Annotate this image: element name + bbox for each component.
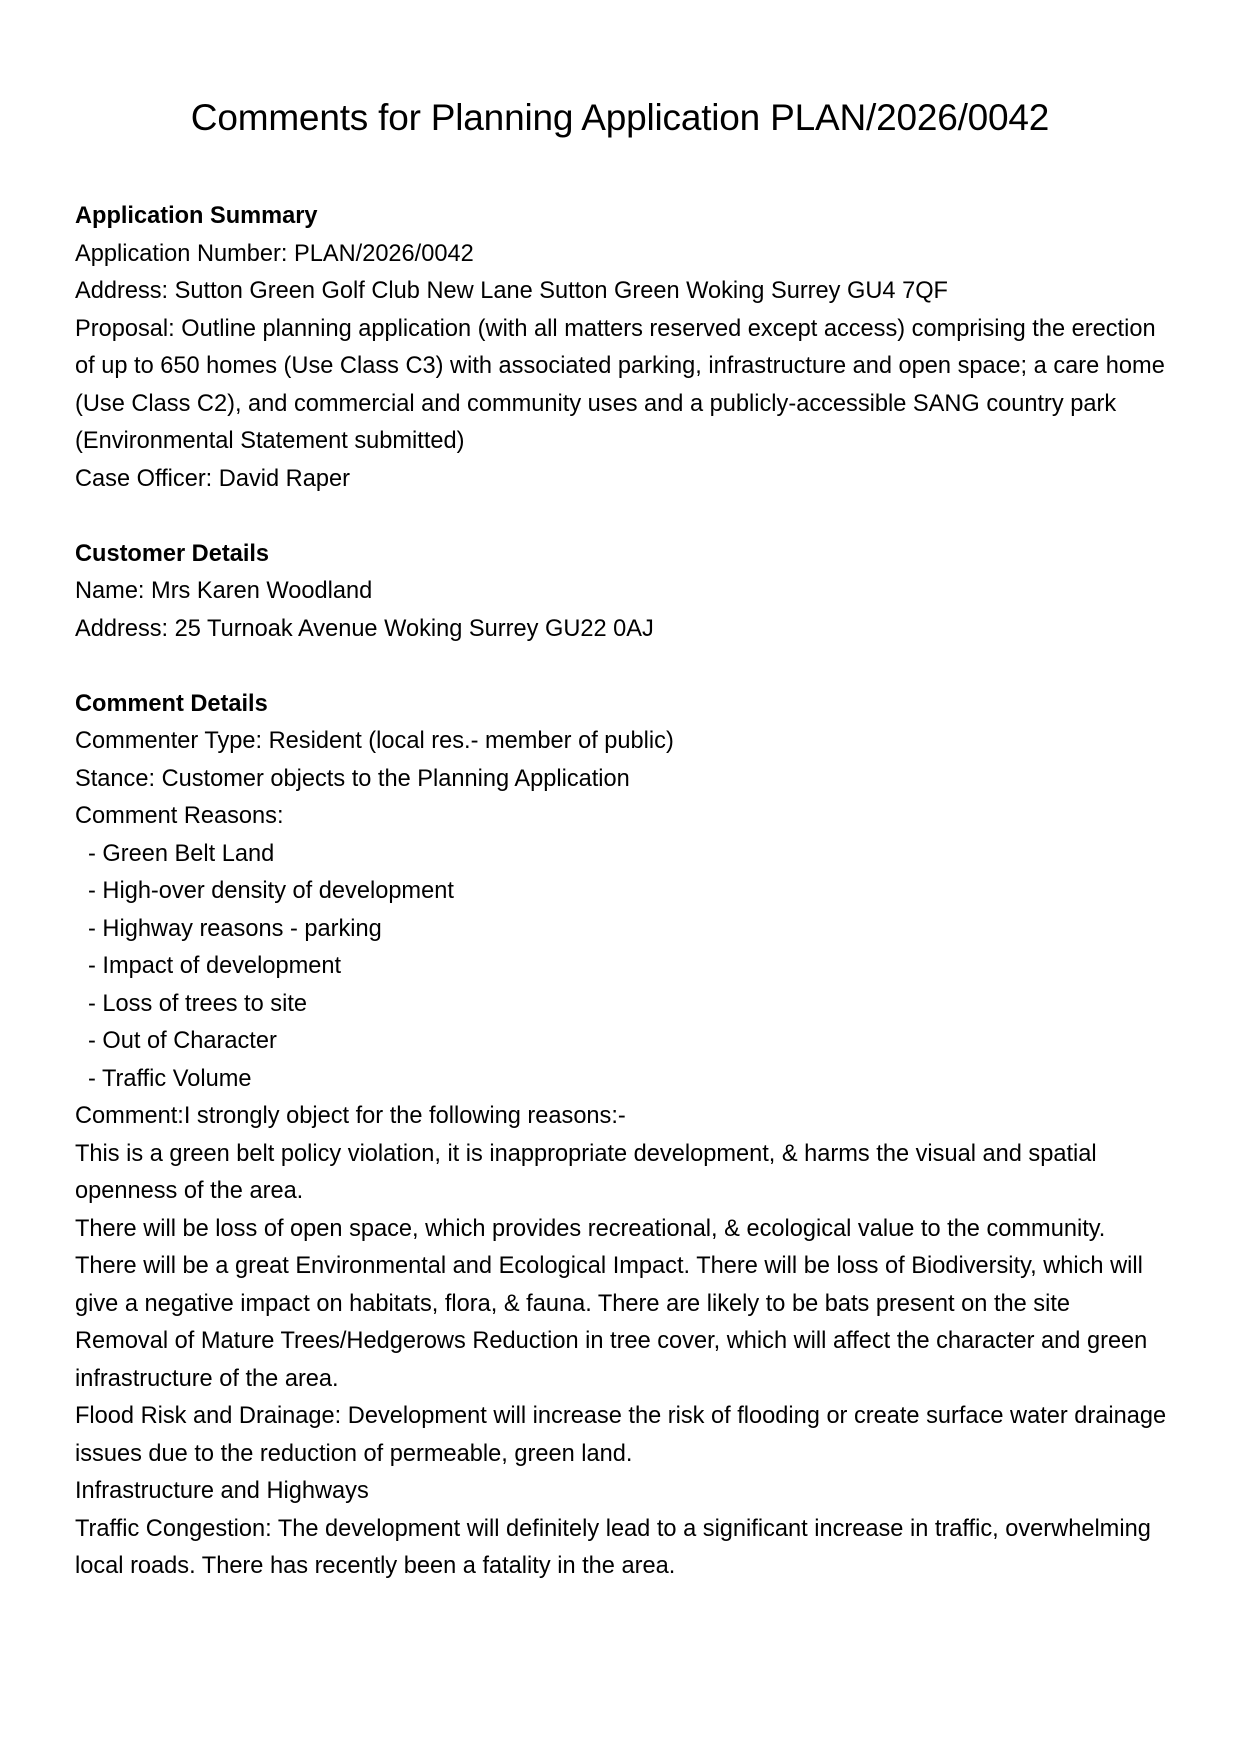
customer-address: Address: 25 Turnoak Avenue Woking Surrey GU22 0AJ (75, 615, 654, 642)
comment-paragraph: This is a green belt policy violation, it is inappropriate development, & harms the visual and spatial openness of the area. (75, 1140, 1097, 1204)
comment-reason-item: - Out of Character (88, 1028, 277, 1054)
comment-details-section (75, 686, 1170, 1586)
comment-intro: Comment:I strongly object for the following reasons:- (75, 1103, 626, 1129)
comment-paragraph: Flood Risk and Drainage: Development will increase the risk of flooding or create surface water drainage issues due to the reduction of permeable, green land. (75, 1403, 1167, 1467)
comment-reason-item: - Traffic Volume (88, 1065, 252, 1092)
commenter-type: Commenter Type: Resident (local res.- member of public) (75, 728, 674, 754)
comment-reason-item: - Loss of trees to site (88, 990, 307, 1017)
document-body (75, 198, 1170, 1623)
stance: Stance: Customer objects to the Planning Application (75, 765, 630, 792)
application-summary-section (75, 198, 1170, 498)
application-number: Application Number: PLAN/2026/0042 (75, 240, 474, 267)
comment-paragraph: There will be a great Environmental and Ecological Impact. There will be loss of Biodiversity, which will give a negative impact on habitats, flora, & fauna. There are likely to be bats present on the site (75, 1253, 1143, 1317)
customer-details-section (75, 536, 1170, 649)
comment-reason-item: - Impact of development (88, 953, 342, 979)
case-officer: Case Officer: David Raper (75, 465, 350, 492)
application-summary-heading: Application Summary (75, 203, 318, 229)
comment-reason-item: - High-over density of development (88, 878, 454, 904)
page-title: Comments for Planning Application PLAN/2026/0042 (190, 97, 1050, 138)
customer-name: Name: Mrs Karen Woodland (75, 578, 373, 604)
comment-paragraph: Traffic Congestion: The development will definitely lead to a significant increase in traffic, overwhelming local roads. There has recently been a fatality in the area. (75, 1515, 1151, 1579)
proposal-text: Proposal: Outline planning application (with all matters reserved except access) comprising the erection of up to 650 homes (Use Class C3) with associated parking, infrastructure and open space; a care home (Use Class C2), and commercial and community uses and a publicly-accessible SANG country park (Environmental Statement submitted) (75, 315, 1165, 454)
comment-paragraph: There will be loss of open space, which provides recreational, & ecological value to the community. (75, 1215, 1106, 1242)
site-address: Address: Sutton Green Golf Club New Lane Sutton Green Woking Surrey GU4 7QF (75, 278, 948, 304)
comment-paragraph: Infrastructure and Highways (75, 1478, 369, 1504)
comment-reason-item: - Highway reasons - parking (88, 915, 382, 942)
comment-reason-item: - Green Belt Land (88, 840, 275, 867)
customer-details-heading: Customer Details (75, 540, 270, 567)
comment-reasons-label: Comment Reasons: (75, 803, 284, 829)
comment-details-heading: Comment Details (75, 690, 268, 717)
comment-paragraph: Removal of Mature Trees/Hedgerows Reduction in tree cover, which will affect the character and green infrastructure of the area. (75, 1328, 1148, 1392)
comment-reasons-list (75, 836, 1170, 1099)
